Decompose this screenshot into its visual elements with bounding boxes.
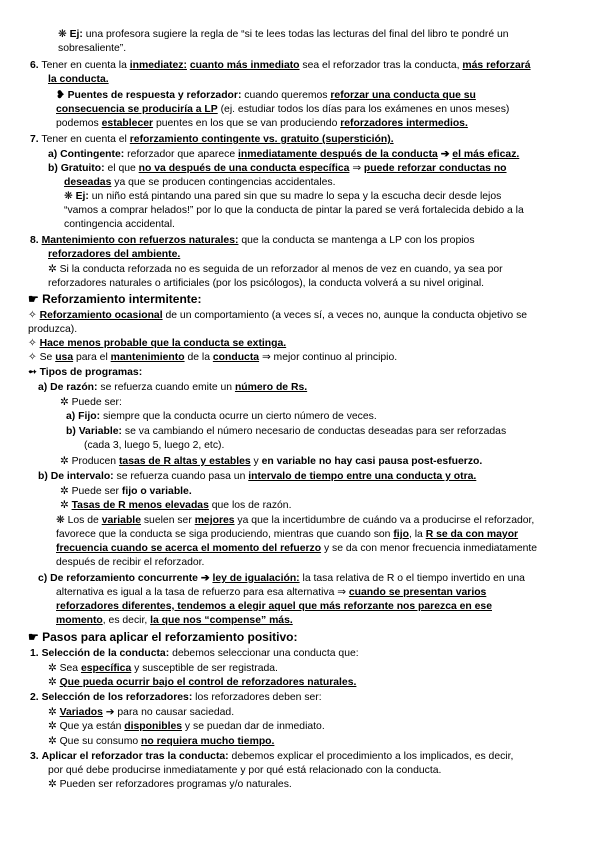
text-run: Tasas de R menos elevadas [71, 500, 209, 511]
text-run: ✲ Si la conducta reforzada no es seguida de un reforzador al menos de vez en cuando, ya sea por [48, 264, 503, 275]
text-run: ✲ [60, 500, 72, 511]
text-run: conducta [212, 352, 260, 363]
text-run: Selección de la conducta: [41, 648, 170, 659]
text-line [66, 410, 377, 424]
text-run: suelen ser [140, 515, 195, 526]
text-line [38, 381, 307, 395]
text-run: 8. [30, 235, 39, 246]
text-run: la que nos “compense” más. [150, 615, 293, 626]
text-run: (cada 3, luego 5, luego 2, etc). [84, 440, 225, 451]
text-run: ✲ Pueden ser reforzadores programas y/o naturales. [48, 779, 292, 790]
text-run: un niño está pintando una pared sin que su madre lo sepa y la escucha decir desde lejos [88, 191, 502, 202]
text-line [56, 556, 204, 570]
text-run: ✧ Se [28, 352, 56, 363]
text-line [28, 630, 298, 646]
text-run: intervalo de tiempo entre una conducta y otra. [248, 471, 477, 482]
text-run: c) [38, 573, 48, 584]
text-line [28, 292, 201, 308]
text-run: cuando se presentan varios [348, 587, 487, 598]
text-run: una profesora sugiere la regla de “si te lees todas las lecturas del final del libro te pondré un [82, 29, 509, 40]
text-line [30, 647, 359, 661]
text-run: siempre que la conducta ocurre un cierto número de veces. [100, 411, 377, 422]
text-line [48, 706, 234, 720]
text-run: contingencia accidental. [64, 219, 175, 230]
text-line [28, 366, 142, 380]
text-run: no va después de una conducta específica [138, 163, 350, 174]
text-line [56, 542, 537, 556]
text-run: de un comportamiento (a veces sí, a veces no, aunque la conducta objetivo se [162, 310, 528, 321]
text-line [48, 263, 503, 277]
text-run: 7. [30, 134, 39, 145]
text-run: R se da con mayor [425, 529, 519, 540]
text-run: Fijo: [78, 411, 101, 422]
text-line [56, 514, 534, 528]
text-run: establecer [101, 118, 154, 129]
text-line [28, 351, 397, 365]
text-run: la tasa relativa de R o el tiempo invertido en una [299, 573, 525, 584]
text-line [38, 470, 476, 484]
text-run: alternativa es igual a la tasa de refuerzo para esa alternativa ⇒ [56, 587, 349, 598]
text-run: De razón: [50, 382, 98, 393]
text-line [38, 572, 525, 586]
text-line [30, 234, 475, 248]
text-run: Variados [59, 707, 103, 718]
text-run: Reforzamiento ocasional [39, 310, 163, 321]
text-run: (ej. estudiar todos los días para los exámenes en unos meses) [217, 104, 510, 115]
text-run: 3. [30, 751, 39, 762]
text-run: de la [184, 352, 213, 363]
text-line [30, 59, 531, 73]
text-line [58, 42, 126, 56]
text-line [28, 323, 77, 337]
text-run: Aplicar el reforzador tras la conducta: [41, 751, 229, 762]
text-run: tasas de R altas y estables [118, 456, 251, 467]
text-line [64, 176, 336, 190]
text-line [48, 662, 278, 676]
text-run: Ej: [75, 191, 89, 202]
text-line [28, 337, 286, 351]
text-run: inmediatamente después de la conducta [238, 149, 438, 160]
text-run: reforzadores intermedios. [340, 118, 468, 129]
text-line [58, 28, 509, 42]
text-run: ❥ Puentes de respuesta y reforzador: [56, 90, 242, 101]
text-run: ❋ Los de [56, 515, 102, 526]
text-run: Hace menos probable que la conducta se extinga. [39, 338, 287, 349]
text-run: b) [66, 426, 76, 437]
text-run: fijo o variable. [121, 486, 192, 497]
text-run: deseadas [64, 177, 112, 188]
text-line [60, 485, 192, 499]
text-run: reforzamiento contingente vs. gratuito (superstición). [129, 134, 394, 145]
text-run: 6. [30, 60, 39, 71]
text-run: podemos [56, 118, 102, 129]
text-run: reforzadores diferentes, tendemos a elegir aquel que más reforzante nos parezca en ese [56, 601, 492, 612]
text-run: después de recibir el reforzador. [56, 557, 205, 568]
text-line [28, 309, 527, 323]
text-run: el más eficaz. [452, 149, 520, 160]
text-run: no requiera mucho tiempo. [141, 736, 275, 747]
text-run: consecuencia se produciría a LP [56, 104, 218, 115]
text-run: ya que se producen contingencias accidentales. [111, 177, 336, 188]
text-run: ✧ [28, 310, 40, 321]
text-run: ya que la incertidumbre de cuándo va a producirse el reforzador, [234, 515, 535, 526]
text-run: Selección de los reforzadores: [41, 692, 193, 703]
text-run: debemos seleccionar una conducta que: [169, 648, 359, 659]
text-run: ✲ [48, 707, 60, 718]
text-run: y [250, 456, 262, 467]
text-line [60, 396, 122, 410]
text-run: variable [101, 515, 141, 526]
text-run: De intervalo: [50, 471, 114, 482]
text-run: momento [56, 615, 103, 626]
text-line [56, 117, 468, 131]
text-run: Mantenimiento con refuerzos naturales: [41, 235, 239, 246]
text-run: Variable: [78, 426, 123, 437]
text-run: reforzadores del ambiente. [48, 249, 181, 260]
text-run: favorece que la conducta se siga produciendo, mientras que cuando son [56, 529, 394, 540]
text-run: ➔ para no causar saciedad. [102, 707, 235, 718]
text-run: se refuerza cuando emite un [97, 382, 235, 393]
text-line [48, 248, 180, 262]
text-run: ➔ [437, 149, 453, 160]
text-run: mejores [194, 515, 235, 526]
text-run: ✲ Puede ser: [60, 397, 122, 408]
text-line [48, 148, 519, 162]
text-line [48, 778, 292, 792]
text-run: ✲ Producen [60, 456, 119, 467]
text-line [60, 455, 482, 469]
text-run: que la conducta se mantenga a LP con los propios [238, 235, 475, 246]
text-run: y se da con menor frecuencia inmediatamente [321, 543, 538, 554]
text-line [48, 277, 484, 291]
text-run: Contingente: [60, 149, 125, 160]
text-line [56, 528, 518, 542]
text-run: debemos explicar el procedimiento a los implicados, es decir, [228, 751, 514, 762]
text-run: ☛ Reforzamiento intermitente: [28, 292, 202, 306]
text-run: inmediatez: [129, 60, 187, 71]
text-line [48, 735, 274, 749]
text-run: ❋ [64, 191, 76, 202]
text-run: b) [38, 471, 48, 482]
text-run: a) [66, 411, 76, 422]
text-line [48, 720, 325, 734]
text-run: puede reforzar conductas no [363, 163, 507, 174]
text-line [66, 425, 506, 439]
text-run: la conducta. [48, 74, 109, 85]
text-line [48, 73, 109, 87]
text-line [56, 103, 509, 117]
text-line [48, 676, 356, 690]
text-run: ✲ Sea [48, 663, 81, 674]
text-run: 1. [30, 648, 39, 659]
text-run: “vamos a comprar helados!” por lo que la conducta de pintar la pared se verá fortalecida debido a la [64, 205, 524, 216]
text-run: Que pueda ocurrir bajo el control de reforzadores naturales. [59, 677, 357, 688]
text-run: usa [55, 352, 74, 363]
text-run: ✲ Puede ser [60, 486, 122, 497]
text-run: Tener en cuenta la [38, 60, 130, 71]
text-run: el que [104, 163, 139, 174]
text-run: ✲ Que su consumo [48, 736, 142, 747]
text-line [60, 499, 291, 513]
text-run: , la [408, 529, 426, 540]
text-run: ✧ [28, 338, 40, 349]
text-run: y se puedan dar de inmediato. [182, 721, 325, 732]
text-run: , es decir, [102, 615, 151, 626]
text-run: fijo [393, 529, 409, 540]
text-run: cuando queremos [241, 90, 331, 101]
text-run: en variable no hay casi pausa post-esfuerzo. [261, 456, 483, 467]
text-run: ✲ Que ya están [48, 721, 125, 732]
text-run: ☛ Pasos para aplicar el reforzamiento positivo: [28, 630, 298, 644]
text-run: reforzadores naturales o artificiales (por los psicólogos), la conducta volverá a su nivel original. [48, 278, 485, 289]
text-run: específica [80, 663, 132, 674]
text-run: sea el reforzador tras la conducta, [299, 60, 463, 71]
text-run: 2. [30, 692, 39, 703]
text-run: De reforzamiento concurrente ➔ [50, 573, 213, 584]
text-line [30, 691, 322, 705]
text-line [48, 764, 441, 778]
text-run: Gratuito: [60, 163, 105, 174]
text-run: disponibles [124, 721, 183, 732]
text-line [56, 586, 486, 600]
text-line [56, 89, 476, 103]
text-run: más reforzará [462, 60, 531, 71]
text-run: produzca). [28, 324, 78, 335]
text-run: para el [73, 352, 111, 363]
text-run: Tener en cuenta el [38, 134, 130, 145]
text-run: ➻ Tipos de programas: [28, 367, 143, 378]
text-line [30, 133, 394, 147]
text-run: número de Rs. [234, 382, 308, 393]
text-run: que los de razón. [208, 500, 292, 511]
text-run: puentes en los que se van produciendo [153, 118, 341, 129]
text-line [64, 218, 175, 232]
text-run: ley de igualación: [212, 573, 300, 584]
text-run: sobresaliente”. [58, 43, 127, 54]
text-run: Ej: [69, 29, 83, 40]
text-line [30, 750, 513, 764]
text-run: se refuerza cuando pasa un [113, 471, 249, 482]
text-run: ❋ [58, 29, 70, 40]
text-run: los reforzadores deben ser: [192, 692, 322, 703]
text-run: mantenimiento [110, 352, 185, 363]
text-line [48, 162, 507, 176]
text-line [84, 439, 224, 453]
text-line [56, 614, 293, 628]
text-line [64, 190, 501, 204]
text-run: frecuencia cuando se acerca el momento del refuerzo [56, 543, 322, 554]
text-line [56, 600, 492, 614]
text-line [64, 204, 524, 218]
text-run: b) [48, 163, 58, 174]
text-run: ⇒ [349, 163, 364, 174]
text-run: ⇒ mejor continuo al principio. [259, 352, 398, 363]
text-run: reforzador que aparece [124, 149, 239, 160]
text-run: reforzar una conducta que su [330, 90, 476, 101]
text-run: a) [38, 382, 48, 393]
text-run: y susceptible de ser registrada. [131, 663, 278, 674]
text-run: por qué debe producirse inmediatamente y por qué está relacionado con la conducta. [48, 765, 442, 776]
text-run: a) [48, 149, 58, 160]
text-run: ✲ [48, 677, 60, 688]
text-run: se va cambiando el número necesario de conductas deseadas para ser reforzadas [122, 426, 507, 437]
text-run: cuanto más inmediato [189, 60, 300, 71]
